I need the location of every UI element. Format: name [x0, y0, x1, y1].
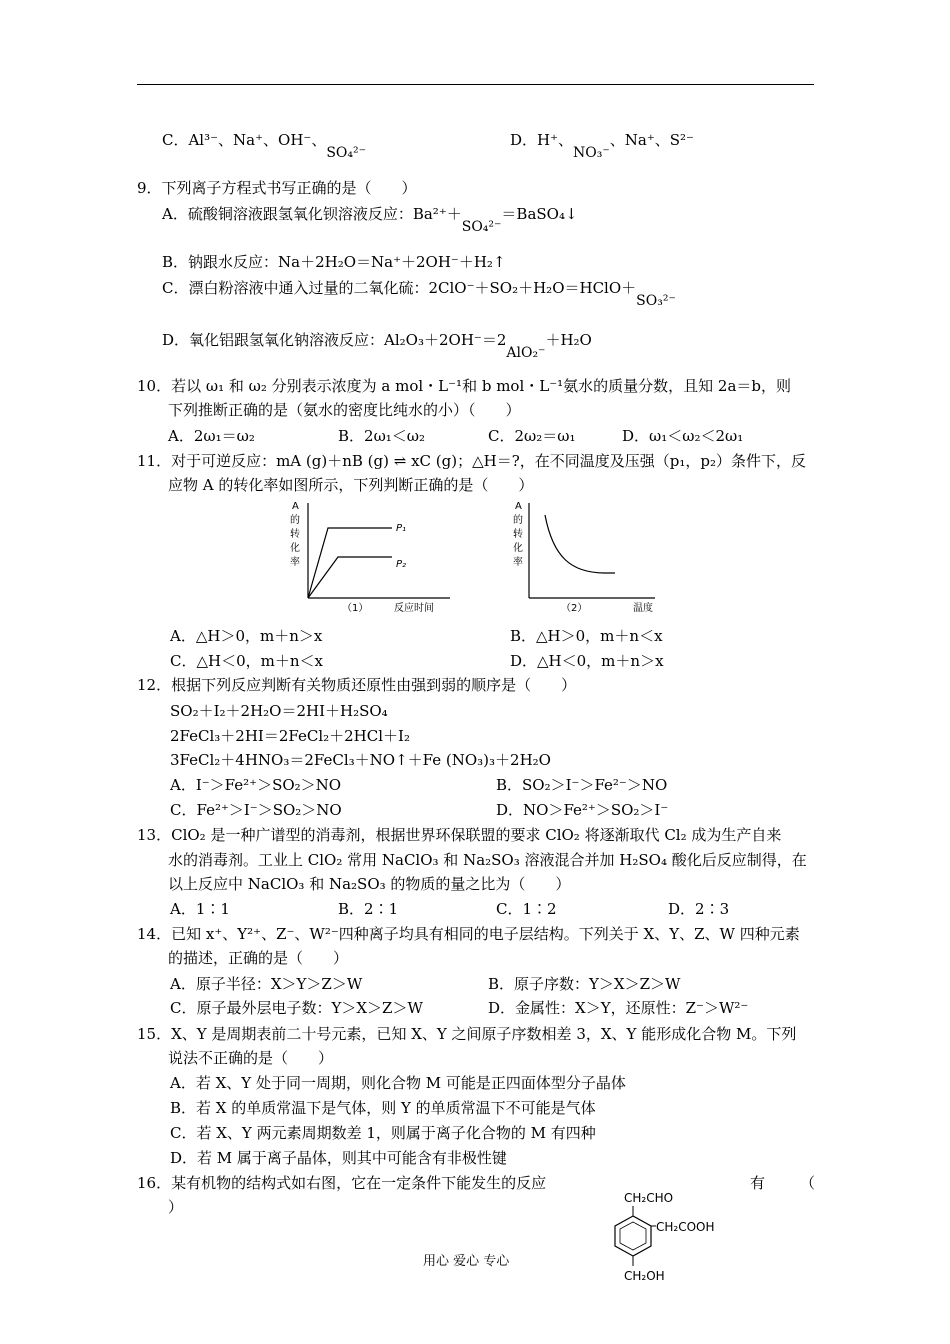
q15-stem-line1: 15．X、Y 是周期表前二十号元素，已知 X、Y 之间原子序数相差 3，X、Y 能形成化合物 M。下列: [137, 1025, 797, 1043]
q9-stem: 9．下列离子方程式书写正确的是（ ）: [137, 179, 417, 197]
graph2-curve: [545, 515, 615, 573]
q11-option-a: A．△H＞0，m＋n＞x: [170, 627, 323, 645]
q11-graph-2: [505, 497, 665, 615]
graph2-ylabel-2: 转: [513, 529, 523, 540]
q8-option-d-ion: NO₃⁻: [573, 145, 610, 161]
q16-paren-open: （: [800, 1174, 816, 1192]
q11-option-c: C．△H＜0，m＋n＜x: [170, 652, 323, 670]
q13-option-b: B．2∶1: [338, 900, 399, 918]
q8-option-d-text: D．H⁺、: [510, 131, 574, 149]
q12-equation-3: 3FeCl₂＋4HNO₃＝2FeCl₃＋NO↑＋Fe (NO₃)₃＋2H₂O: [170, 751, 551, 769]
q11-option-d: D．△H＜0，m＋n＞x: [510, 652, 664, 670]
graph2-ylabel-1: 的: [513, 515, 523, 526]
q15-option-c: C．若 X、Y 两元素周期数差 1，则属于离子化合物的 M 有四种: [170, 1124, 596, 1142]
q14-option-a: A．原子半径：X＞Y＞Z＞W: [170, 975, 363, 993]
graph1-curve-p2: [308, 557, 392, 598]
q15-stem-line2: 说法不正确的是（ ）: [168, 1049, 334, 1067]
q9-option-c-text: C．漂白粉溶液中通入过量的二氧化硫：2ClO⁻＋SO₂＋H₂O＝HClO＋: [162, 279, 637, 297]
graph1-xlabel: 反应时间: [394, 603, 434, 614]
page-footer: 用心 爱心 专心: [423, 1254, 510, 1269]
q13-stem-line3: 以上反应中 NaClO₃ 和 Na₂SO₃ 的物质的量之比为（ ）: [168, 875, 571, 893]
q12-option-d: D．NO＞Fe²⁺＞SO₂＞I⁻: [496, 801, 669, 819]
q10-option-c: C．2ω₂＝ω₁: [488, 427, 576, 445]
graph1-curve-p1: [308, 528, 392, 598]
q9-option-b: B．钠跟水反应：Na＋2H₂O＝Na⁺＋2OH⁻＋H₂↑: [162, 253, 506, 271]
graph1-ylabel-2: 转: [290, 529, 300, 540]
q8-option-d: [510, 130, 694, 161]
q11-option-b: B．△H＞0，m＋n＜x: [510, 627, 663, 645]
q12-equation-1: SO₂＋I₂＋2H₂O＝2HI＋H₂SO₄: [170, 702, 388, 720]
q10-option-d: D．ω₁＜ω₂＜2ω₁: [622, 427, 744, 445]
q9-option-a-text: A．硫酸铜溶液跟氢氧化钡溶液反应：Ba²⁺＋: [162, 205, 462, 223]
q12-equation-2: 2FeCl₃＋2HI＝2FeCl₂＋2HCl＋I₂: [170, 727, 410, 745]
q14-option-d: D．金属性：X＞Y，还原性：Z⁻＞W²⁻: [488, 999, 749, 1017]
graph1-caption: （1）: [342, 603, 369, 614]
q13-stem-line2: 水的消毒剂。工业上 ClO₂ 常用 NaClO₃ 和 Na₂SO₃ 溶液混合并加 H₂SO₄ 酸化后反应制得，在: [168, 851, 807, 869]
graph2-xlabel: 温度: [633, 603, 653, 614]
q9-option-d: [162, 330, 592, 361]
q8-option-c-text: C．Al³⁻、Na⁺、OH⁻、: [162, 131, 327, 149]
q9-option-a-tail: ＝BaSO₄↓: [501, 205, 578, 223]
q15-option-b: B．若 X 的单质常温下是气体，则 Y 的单质常温下不可能是气体: [170, 1099, 596, 1117]
q10-option-a: A．2ω₁＝ω₂: [168, 427, 255, 445]
q8-option-c-ion: SO₄²⁻: [326, 145, 367, 161]
q12-option-b: B．SO₂＞I⁻＞Fe²⁻＞NO: [496, 776, 668, 794]
q9-option-d-text: D．氧化铝跟氢氧化钠溶液反应：Al₂O₃＋2OH⁻＝2: [162, 331, 507, 349]
q14-option-c: C．原子最外层电子数：Y＞X＞Z＞W: [170, 999, 423, 1017]
q15-option-a: A．若 X、Y 处于同一周期，则化合物 M 可能是正四面体型分子晶体: [170, 1074, 626, 1092]
q9-option-c-ion: SO₃²⁻: [636, 293, 676, 309]
q14-option-b: B．原子序数：Y＞X＞Z＞W: [488, 975, 681, 993]
q13-option-a: A．1∶1: [170, 900, 230, 918]
q11-stem-line2: 应物 A 的转化率如图所示，下列判断正确的是（ ）: [168, 476, 534, 494]
q10-stem-line2: 下列推断正确的是（氨水的密度比纯水的小）（ ）: [168, 401, 521, 419]
header-rule: [137, 84, 814, 85]
q9-option-d-tail: ＋H₂O: [545, 331, 592, 349]
graph1-ylabel-3: 化: [290, 543, 300, 554]
q12-option-a: A．I⁻＞Fe²⁺＞SO₂＞NO: [170, 776, 342, 794]
q10-stem-line1: 10．若以 ω₁ 和 ω₂ 分别表示浓度为 a mol・L⁻¹和 b mol・L⁻¹氨水的质量分数，且知 2a＝b，则: [137, 377, 792, 395]
q14-stem-line1: 14．已知 x⁺、Y²⁺、Z⁻、W²⁻四种离子均具有相同的电子层结构。下列关于 X、Y、Z、W 四种元素: [137, 925, 800, 943]
graph1-ylabel-4: 率: [290, 557, 300, 568]
substituent-ch2cho: CH₂CHO: [624, 1191, 674, 1205]
q13-stem-line1: 13．ClO₂ 是一种广谱型的消毒剂，根据世界环保联盟的要求 ClO₂ 将逐渐取代 Cl₂ 成为生产自来: [137, 826, 782, 844]
substituent-ch2cooh: CH₂COOH: [656, 1220, 715, 1234]
graph2-ylabel-0: A: [515, 501, 522, 512]
graph2-ylabel-4: 率: [513, 557, 523, 568]
q10-option-b: B．2ω₁＜ω₂: [338, 427, 426, 445]
graph2-ylabel-3: 化: [513, 543, 523, 554]
q13-option-d: D．2∶3: [668, 900, 730, 918]
q9-option-c: [162, 278, 676, 309]
q16-you: 有: [750, 1174, 766, 1192]
q13-option-c: C．1∶2: [496, 900, 557, 918]
graph1-ylabel-0: A: [292, 501, 299, 512]
q9-option-d-ion: AlO₂⁻: [506, 345, 546, 361]
q11-stem-line1: 11．对于可逆反应：mA (g)＋nB (g) ⇌ xC (g)；△H＝?，在不同温度及压强（p₁，p₂）条件下，反: [137, 452, 806, 470]
q16-paren-close: ）: [168, 1198, 184, 1216]
q16-stem: 16．某有机物的结构式如右图，它在一定条件下能发生的反应: [137, 1174, 547, 1192]
q9-option-a-ion: SO₄²⁻: [461, 219, 502, 235]
q15-option-d: D．若 M 属于离子晶体，则其中可能含有非极性键: [170, 1149, 507, 1167]
q8-option-c: [162, 130, 367, 161]
q16-structure-diagram: [600, 1188, 760, 1288]
q8-option-d-tail: 、Na⁺、S²⁻: [609, 131, 694, 149]
graph1-ylabel-1: 的: [290, 515, 300, 526]
q14-stem-line2: 的描述，正确的是（ ）: [168, 949, 349, 967]
q9-option-a: [162, 204, 578, 235]
q12-option-c: C．Fe²⁺＞I⁻＞SO₂＞NO: [170, 801, 342, 819]
q11-graph-1: [282, 497, 452, 615]
graph1-label-p1: P₁: [396, 523, 407, 534]
graph1-label-p2: P₂: [396, 559, 407, 570]
benzene-inner: [620, 1222, 646, 1250]
q12-stem: 12．根据下列反应判断有关物质还原性由强到弱的顺序是（ ）: [137, 676, 577, 694]
graph2-caption: （2）: [561, 603, 588, 614]
substituent-ch2oh: CH₂OH: [624, 1269, 665, 1283]
